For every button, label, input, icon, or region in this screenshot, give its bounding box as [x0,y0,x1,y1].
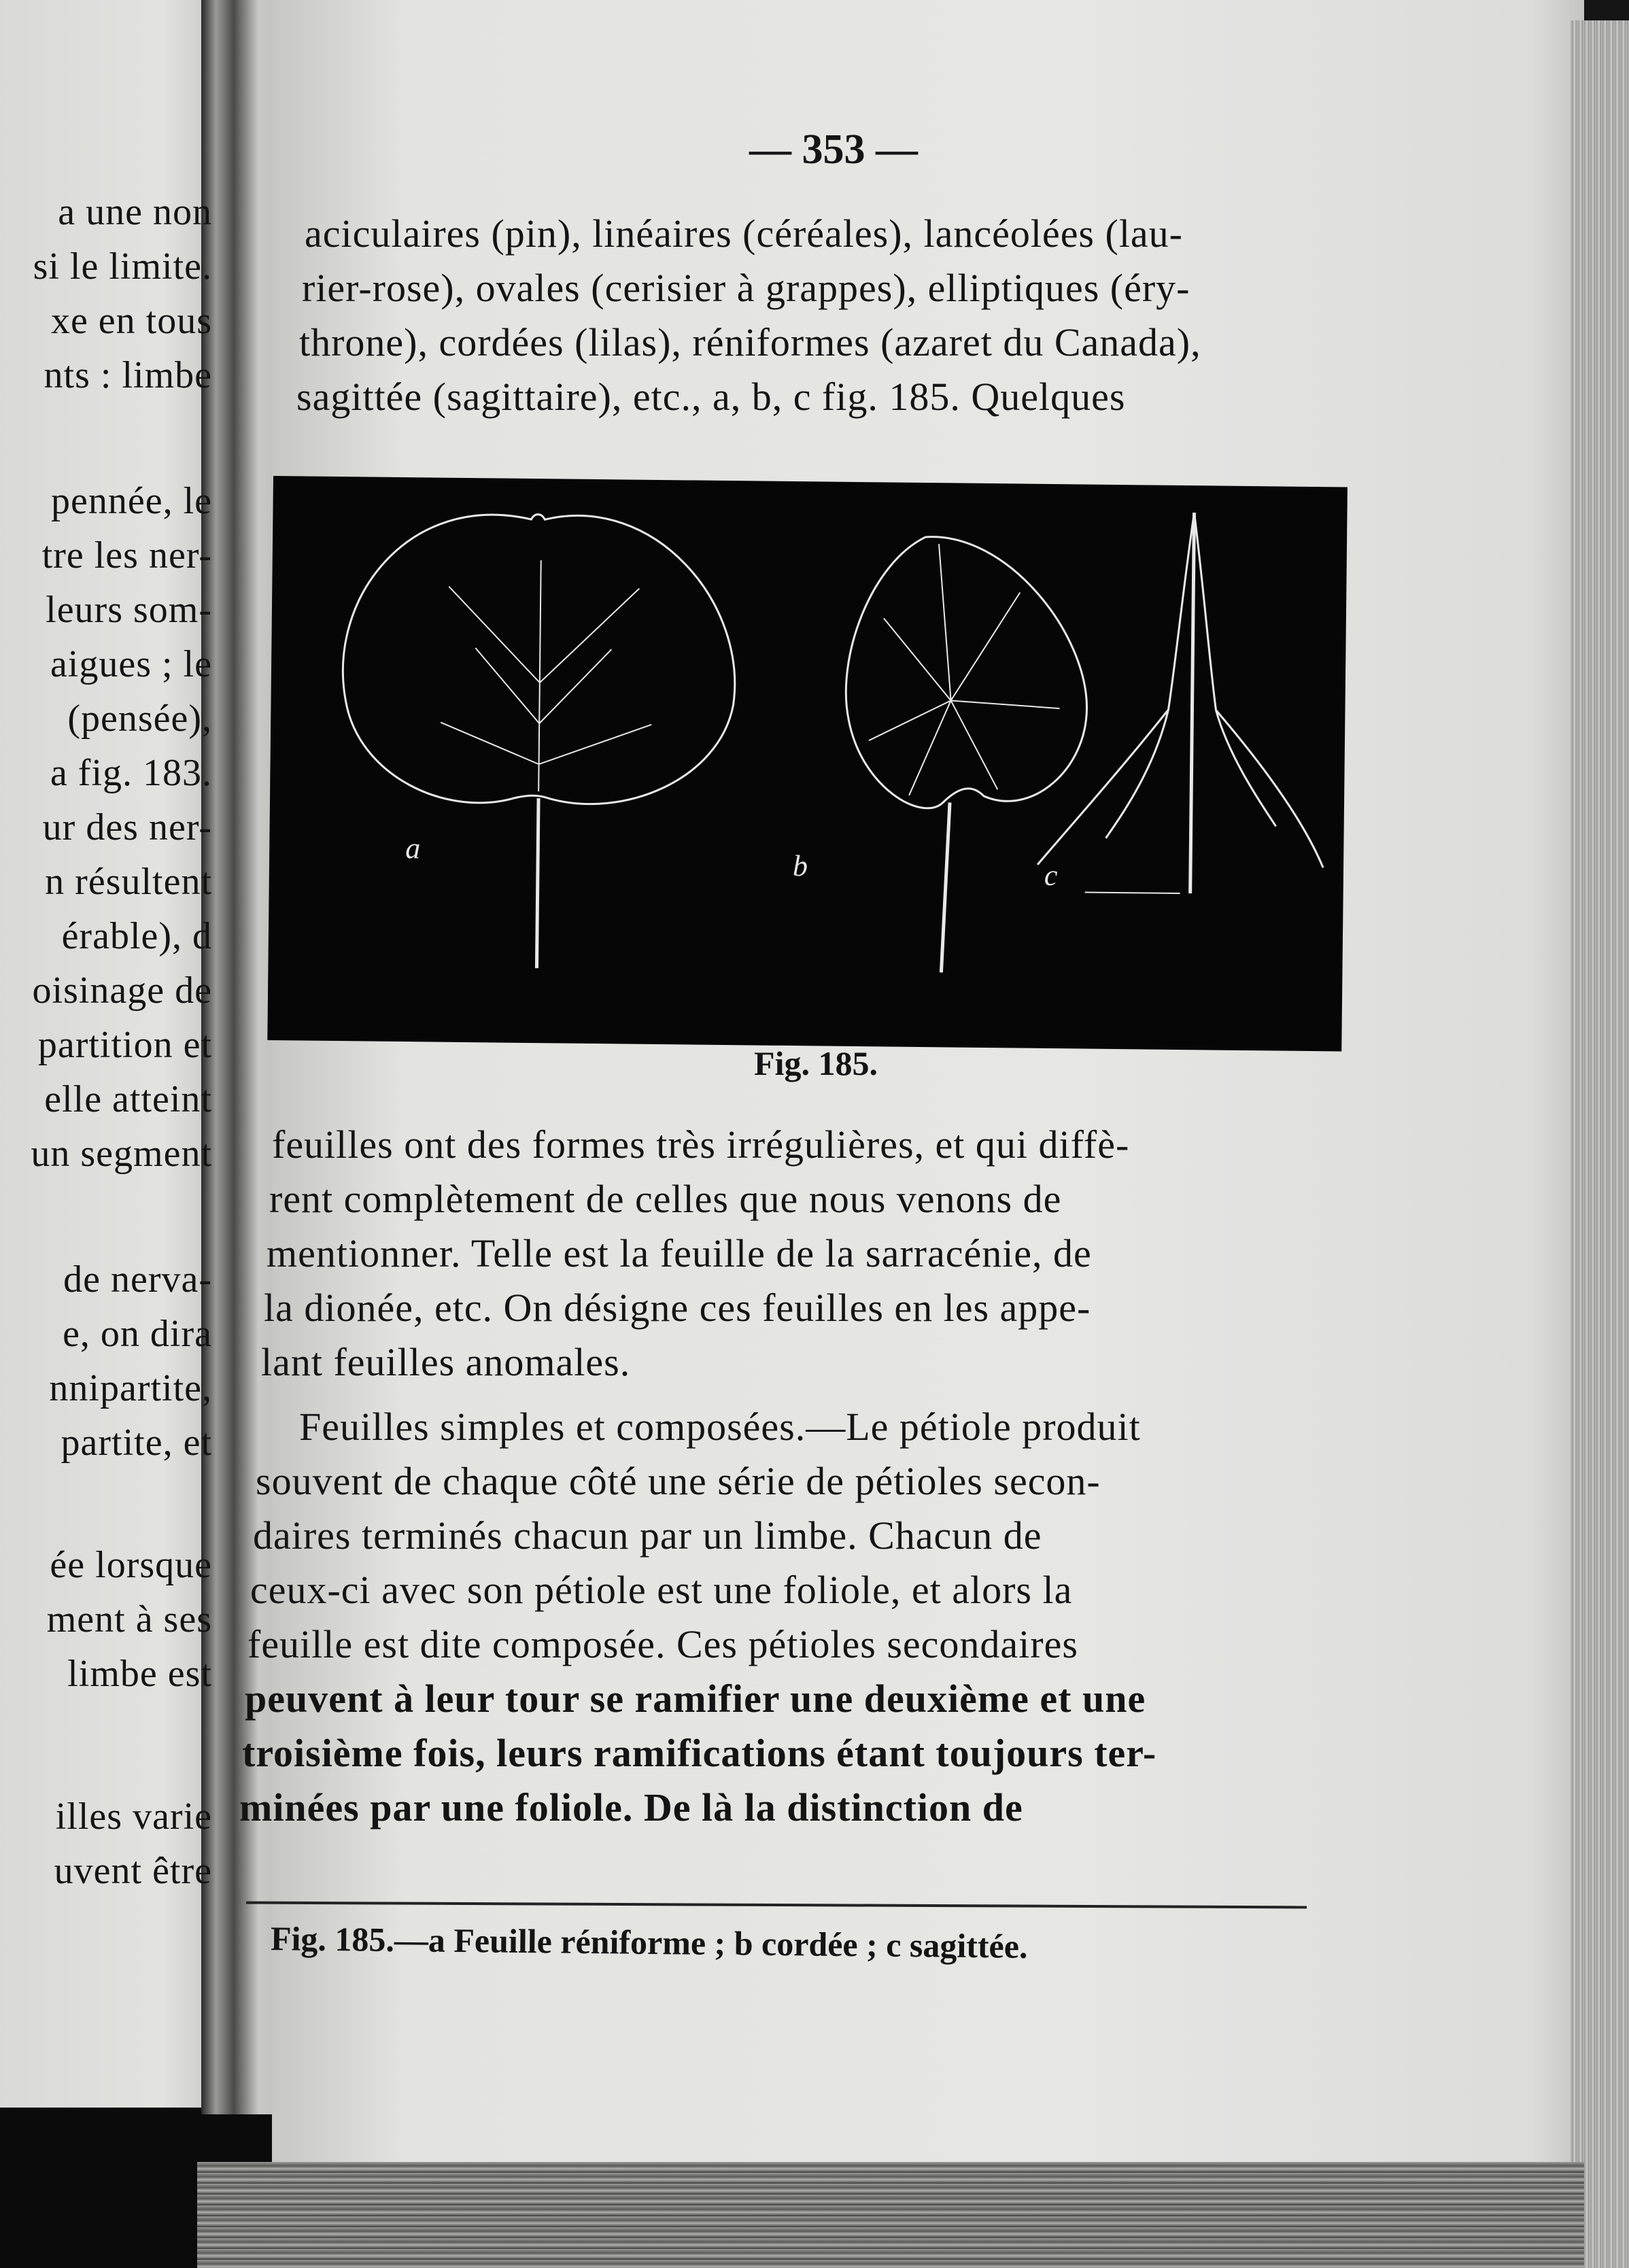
figure-label-a: a [405,831,421,865]
left-line: partite, et [61,1422,212,1464]
figure-label-c: c [1044,858,1058,893]
page-number: — 353 — [749,126,918,173]
text-line: feuilles ont des formes très irrégulières, et qui diffè- [272,1122,1130,1167]
text-line: daires terminés chacun par un limbe. Chacun de [253,1513,1042,1558]
left-line: a fig. 183. [50,752,212,794]
text-line: troisième fois, leurs ramifications étant toujours ter- [242,1731,1157,1775]
text-line: souvent de chaque côté une série de pétioles secon- [256,1459,1101,1503]
left-line: érable), d [61,915,212,957]
left-line: limbe est [67,1653,212,1695]
figure-caption: Fig. 185. [754,1044,878,1082]
left-line: aigues ; le [50,643,212,685]
figure-label-b: b [792,849,808,883]
page-stack-edge [1571,20,1629,2268]
text-line: feuille est dite composée. Ces pétioles secondaires [247,1622,1078,1666]
text-line: mentionner. Telle est la feuille de la sarracénie, de [267,1231,1092,1275]
left-line: (pensée), [67,698,212,740]
left-line: si le limite. [33,245,212,288]
text-line: la dionée, etc. On désigne ces feuilles en les appe- [264,1286,1091,1330]
left-line: tre les ner- [41,534,212,577]
text-line: sagittée (sagittaire), etc., a, b, c fig. 185. Quelques [296,375,1126,419]
left-line: xe en tous [50,300,212,342]
left-line: uvent être [54,1850,212,1892]
text-line: peuvent à leur tour se ramifier une deuxième et une [245,1677,1146,1721]
text-line: rier-rose), ovales (cerisier à grappes), elliptiques (éry- [302,266,1190,310]
left-line: un segment [31,1133,212,1175]
left-line: n résultent [45,861,212,903]
section-heading-line: Feuilles simples et composées.—Le pétiole produit [299,1405,1141,1449]
left-line: a une non [58,191,212,233]
left-line: illes varie [55,1796,212,1838]
left-line: leurs som- [46,589,212,631]
left-line: de nerva- [63,1258,212,1301]
left-line: elle atteint [44,1078,212,1120]
left-page-text [0,0,212,2176]
text-line: aciculaires (pin), linéaires (céréales), lancéolées (lau- [305,211,1183,256]
left-line: e, on dira [63,1313,212,1355]
left-line: oisinage de [32,969,212,1012]
page-bottom-edge [197,2162,1584,2268]
left-line: pennée, le [51,480,212,522]
left-line: partition et [37,1024,212,1066]
left-line: ur des ner- [42,806,212,848]
left-line: nts : limbe [44,354,212,396]
text-line: ceux-ci avec son pétiole est une foliole, et alors la [250,1568,1073,1612]
footnote: Fig. 185.—a Feuille réniforme ; b cordée ; c sagittée. [270,1919,1028,1965]
left-line: ment à ses [46,1598,212,1640]
text-line: minées par une foliole. De là la distinction de [239,1785,1023,1829]
left-line: ée lorsque [50,1544,212,1586]
text-line: throne), cordées (lilas), réniformes (azaret du Canada), [299,320,1201,364]
left-line: nnipartite, [49,1367,212,1409]
text-line: rent complètement de celles que nous venons de [269,1177,1062,1221]
figure-185-illustration [267,476,1348,1051]
text-line: lant feuilles anomales. [261,1340,631,1384]
